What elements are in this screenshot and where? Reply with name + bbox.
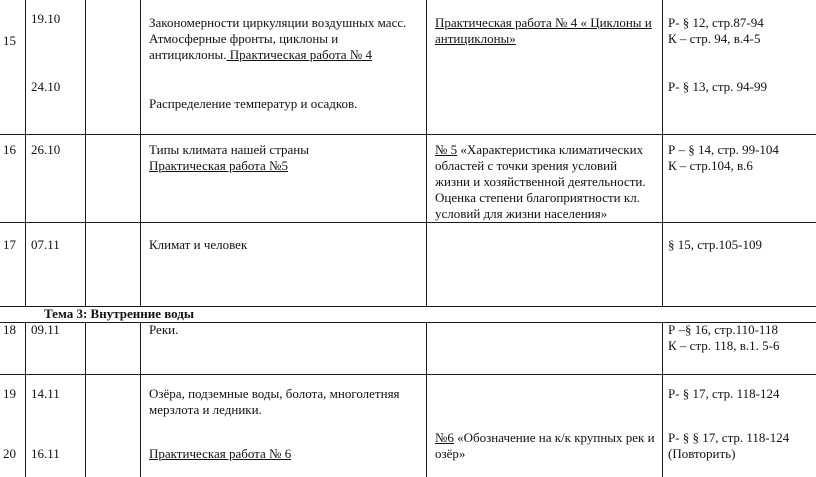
- row-divider: [0, 134, 816, 135]
- homework: § 15, стр.105-109: [668, 237, 762, 252]
- lesson-topic: Атмосферные фронты, циклоны и: [149, 31, 339, 46]
- lesson-date: 19.10: [31, 11, 61, 26]
- practical-work-link[interactable]: Практическая работа №5: [149, 158, 288, 173]
- homework: Р- § 12, стр.87-94: [668, 15, 764, 30]
- homework: Р- § § 17, стр. 118-124: [668, 430, 790, 445]
- practical-work: озёр»: [435, 446, 466, 461]
- col-divider: [140, 322, 141, 477]
- col-divider: [662, 322, 663, 477]
- practical-work: Практическая работа № 4 « Циклоны и: [435, 15, 652, 30]
- homework: Р- § 13, стр. 94-99: [668, 79, 767, 94]
- practical-work: № 5 «Характеристика климатических: [435, 142, 644, 157]
- homework: Р – § 14, стр. 99-104: [668, 142, 779, 157]
- col-divider: [85, 322, 86, 477]
- col-divider: [140, 0, 141, 306]
- lesson-topic: Озёра, подземные воды, болота, многолетняя: [149, 386, 400, 401]
- row-number: 16: [3, 142, 16, 157]
- row-divider: [0, 374, 816, 375]
- col-divider: [85, 0, 86, 306]
- practical-work: №6 «Обозначение на к/к крупных рек и: [435, 430, 655, 445]
- lesson-topic: Закономерности циркуляции воздушных масс.: [149, 15, 407, 30]
- lesson-date: 07.11: [31, 237, 60, 252]
- practical-work: условий для жизни населения»: [435, 206, 608, 221]
- lesson-date: 14.11: [31, 386, 60, 401]
- row-number: 20: [3, 446, 16, 461]
- row-divider: [0, 222, 816, 223]
- col-divider: [426, 322, 427, 477]
- section-title: Тема 3: Внутренние воды: [44, 306, 195, 321]
- practical-work: жизни и хозяйственной деятельности.: [435, 174, 646, 189]
- practical-work: Оценка степени благоприятности кл.: [435, 190, 640, 205]
- homework: Р- § 17, стр. 118-124: [668, 386, 780, 401]
- homework: К – стр.104, в.6: [668, 158, 753, 173]
- practical-work-link[interactable]: Практическая работа № 6: [149, 446, 292, 461]
- row-number: 18: [3, 322, 16, 337]
- lesson-date: 09.11: [31, 322, 60, 337]
- col-divider: [426, 0, 427, 306]
- homework: (Повторить): [668, 446, 736, 461]
- lesson-topic: Распределение температур и осадков.: [149, 96, 358, 111]
- lesson-date: 16.11: [31, 446, 60, 461]
- lesson-topic: Типы климата нашей страны: [149, 142, 309, 157]
- col-divider: [25, 322, 26, 477]
- lesson-topic: Реки.: [149, 322, 179, 337]
- homework: К – стр. 118, в.1. 5-6: [668, 338, 780, 353]
- row-number: 19: [3, 386, 16, 401]
- row-number: 15: [3, 33, 16, 48]
- lesson-date: 24.10: [31, 79, 61, 94]
- col-divider: [662, 0, 663, 306]
- lesson-date: 26.10: [31, 142, 61, 157]
- practical-work: областей с точки зрения условий: [435, 158, 618, 173]
- practical-work: антициклоны»: [435, 31, 516, 46]
- col-divider: [25, 0, 26, 306]
- homework: Р –§ 16, стр.110-118: [668, 322, 778, 337]
- lesson-topic: антициклоны. Практическая работа № 4: [149, 47, 372, 62]
- practical-work-link[interactable]: Практическая работа № 4: [226, 47, 372, 62]
- lesson-topic: Климат и человек: [149, 237, 248, 252]
- homework: К – стр. 94, в.4-5: [668, 31, 761, 46]
- row-number: 17: [3, 237, 16, 252]
- lesson-topic: мерзлота и ледники.: [149, 402, 262, 417]
